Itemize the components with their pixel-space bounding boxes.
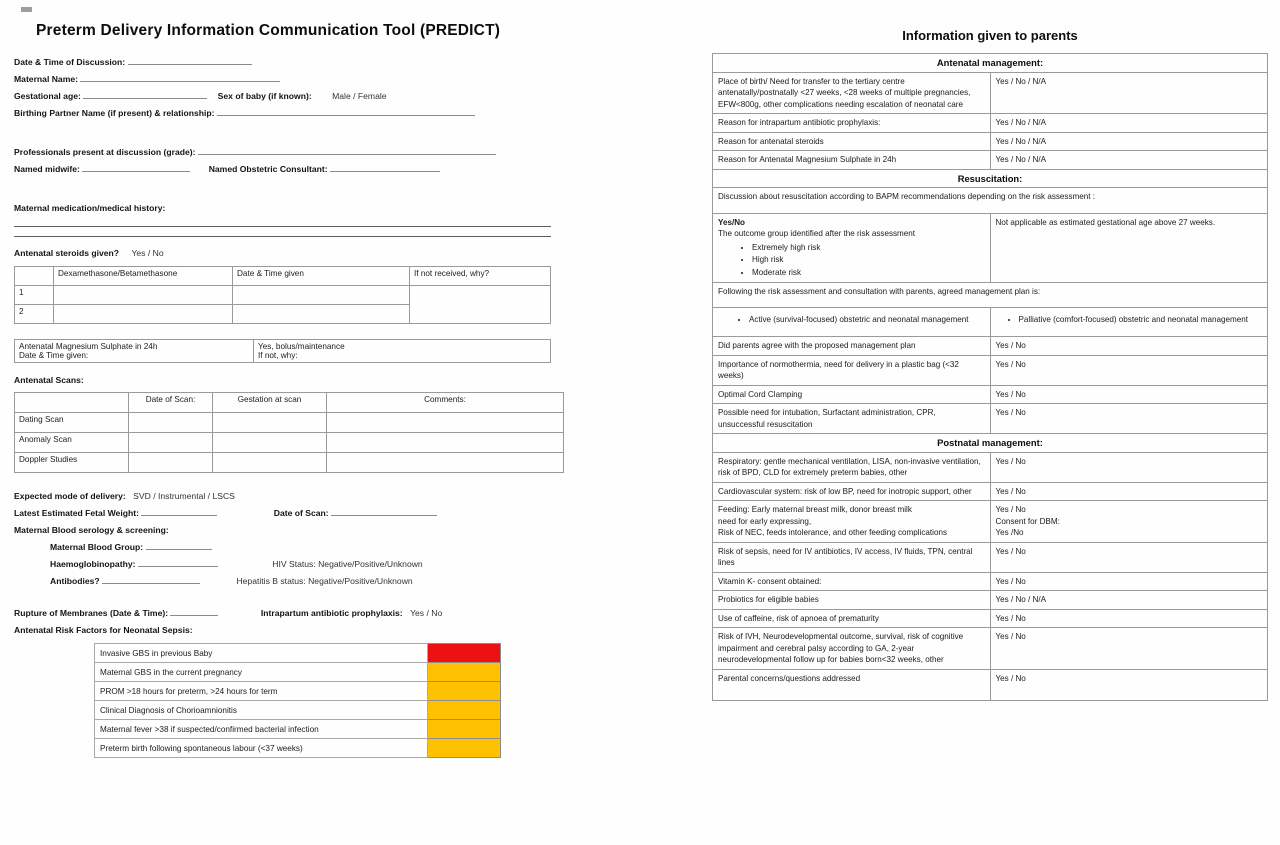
field-label: Birthing Partner Name (if present) & relationship: (14, 108, 215, 118)
field-label: Expected mode of delivery: (14, 491, 126, 501)
maternal-name-input-line[interactable] (80, 74, 280, 82)
row-label-caffeine: Use of caffeine, risk of apnoea of prematurity (713, 609, 991, 628)
field-risk-factors-heading (14, 622, 574, 639)
gestational-age-input-line[interactable] (83, 91, 207, 99)
table-row (95, 739, 501, 758)
sex-of-baby-options[interactable]: Male / Female (332, 91, 387, 101)
cell-reason[interactable] (410, 286, 551, 324)
feeding-line-3: Risk of NEC, feeds intolerance, and other feeding complications (718, 528, 947, 537)
row-label-probiotics: Probiotics for eligible babies (713, 591, 991, 610)
field-antenatal-scans (14, 372, 574, 389)
field-maternal-name (14, 71, 574, 88)
row-answer[interactable]: Yes / No (990, 404, 1268, 434)
field-antenatal-steroids-given (14, 245, 574, 262)
outcome-group-bullets (718, 242, 985, 279)
table-row (713, 114, 1268, 133)
table-row (95, 720, 501, 739)
row-answer[interactable]: Yes / No / N/A (990, 132, 1268, 151)
row-index: 1 (15, 286, 54, 305)
information-given-to-parents-table (712, 53, 1268, 701)
hepatitis-b-status-text: Hepatitis B status: Negative/Positive/Unknown (236, 576, 413, 586)
cell-drug[interactable] (54, 286, 233, 305)
row-answer[interactable]: Yes / No (990, 542, 1268, 572)
row-label-doppler-studies: Doppler Studies (15, 453, 129, 473)
table-row (15, 433, 564, 453)
table-row (713, 669, 1268, 701)
cell-datetime[interactable] (233, 286, 410, 305)
row-label-reason-steroids: Reason for antenatal steroids (713, 132, 991, 151)
cell-comments[interactable] (327, 433, 564, 453)
date-of-scan-input-line[interactable] (331, 508, 437, 516)
antenatal-management-header: Antenatal management: (713, 54, 1268, 73)
table-row (713, 72, 1268, 114)
table-row (713, 609, 1268, 628)
table-row (713, 151, 1268, 170)
row-label-feeding (713, 501, 991, 543)
table-row (95, 644, 501, 663)
plan-palliative-bullets (993, 314, 1266, 326)
row-label-dating-scan: Dating Scan (15, 413, 129, 433)
cell-datetime[interactable] (233, 305, 410, 324)
risk-factor-label: Preterm birth following spontaneous labour (<37 weeks) (95, 739, 428, 758)
outcome-group-cell (713, 213, 991, 283)
row-label-sepsis: Risk of sepsis, need for IV antibiotics, IV access, IV fluids, TPN, central lines (713, 542, 991, 572)
row-answer[interactable]: Yes / No (990, 482, 1268, 501)
plan-active-bullets (715, 314, 988, 326)
col-drug: Dexamethasone/Betamethasone (54, 267, 233, 286)
table-row (713, 188, 1268, 214)
row-label-parental-concerns: Parental concerns/questions addressed (713, 669, 991, 701)
haemoglobinopathy-input-line[interactable] (138, 559, 218, 567)
field-label: Maternal medication/medical history: (14, 203, 166, 213)
agreed-plan-intro: Following the risk assessment and consultation with parents, agreed management plan is: (713, 283, 1268, 308)
row-answer[interactable]: Yes / No (990, 452, 1268, 482)
row-label-respiratory: Respiratory: gentle mechanical ventilation, LISA, non-invasive ventilation, risk of BPD, CLD for extremely preterm babies, other (713, 452, 991, 482)
row-answer[interactable]: Yes / No (990, 669, 1268, 701)
table-row (713, 404, 1268, 434)
bullet-extremely-high-risk[interactable]: • Extremely high risk (752, 242, 985, 254)
field-haemoglobinopathy (14, 556, 574, 573)
cell-gestation[interactable] (213, 433, 327, 453)
antenatal-scans-table (14, 392, 564, 473)
feeding-line-1: Feeding: Early maternal breast milk, donor breast milk (718, 505, 912, 514)
feeding-answer-2: Consent for DBM: (995, 516, 1060, 526)
cell-comments[interactable] (327, 453, 564, 473)
mgso4-label-line1: Antenatal Magnesium Sulphate in 24h (19, 342, 158, 351)
table-row (713, 132, 1268, 151)
named-midwife-input-line[interactable] (82, 164, 190, 172)
field-birthing-partner (14, 105, 574, 122)
table-row (15, 286, 551, 305)
table-row (713, 542, 1268, 572)
table-row (713, 283, 1268, 308)
field-label: Maternal Name: (14, 74, 78, 84)
risk-flag-amber (428, 701, 501, 720)
field-label: Latest Estimated Fetal Weight: (14, 508, 139, 518)
field-label: Antibodies? (50, 576, 100, 586)
row-answer[interactable]: Yes / No / N/A (990, 114, 1268, 133)
antenatal-steroids-table (14, 266, 551, 324)
table-row (713, 452, 1268, 482)
history-rule-1 (14, 226, 551, 227)
page-title: Preterm Delivery Information Communication Tool (PREDICT) (36, 22, 501, 39)
feeding-answer-3[interactable]: Yes /No (995, 528, 1024, 537)
neonatal-sepsis-risk-table (94, 643, 501, 758)
col-blank (15, 393, 129, 413)
table-row (95, 663, 501, 682)
field-datetime-of-discussion (14, 54, 574, 71)
mode-of-delivery-options[interactable]: SVD / Instrumental / LSCS (133, 491, 235, 501)
left-form-column (14, 22, 574, 758)
named-midwife-label: Named midwife: (14, 164, 80, 174)
risk-factor-label: Maternal fever >38 if suspected/confirmed bacterial infection (95, 720, 428, 739)
row-answer[interactable]: Yes / No (990, 628, 1268, 670)
col-reason: If not received, why? (410, 267, 551, 286)
field-estimated-fetal-weight (14, 505, 574, 522)
table-row (713, 385, 1268, 404)
resuscitation-header: Resuscitation: (713, 169, 1268, 188)
row-label-ivh-neurodevelopment: Risk of IVH, Neurodevelopmental outcome, survival, risk of cognitive impairment and cerebral palsy according to GA, 2-year neurodevelopmental follow up for babies born<32 weeks, other (713, 628, 991, 670)
table-row (15, 340, 551, 363)
rom-input-line[interactable] (170, 608, 218, 616)
named-obstetric-input-line[interactable] (330, 164, 440, 172)
table-row-plan-options (713, 307, 1268, 337)
row-answer[interactable]: Yes / No / N/A (990, 591, 1268, 610)
risk-factor-label: Maternal GBS in the current pregnancy (95, 663, 428, 682)
date-of-scan-label: Date of Scan: (273, 508, 329, 518)
risk-flag-red (428, 644, 501, 663)
col-gestation-at-scan: Gestation at scan (213, 393, 327, 413)
mgso4-answer-line1: Yes, bolus/maintenance (258, 342, 345, 351)
efw-input-line[interactable] (141, 508, 217, 516)
field-maternal-medication (14, 200, 574, 217)
magnesium-sulphate-table (14, 339, 551, 363)
field-label: Professionals present at discussion (grade): (14, 147, 196, 157)
row-label-intubation: Possible need for intubation, Surfactant administration, CPR, unsuccessful resuscitation (713, 404, 991, 434)
row-label-anomaly-scan: Anomaly Scan (15, 433, 129, 453)
table-row (713, 355, 1268, 385)
bullet-active-management[interactable]: • Active (survival-focused) obstetric and neonatal management (749, 314, 988, 326)
col-datetime: Date & Time given (233, 267, 410, 286)
table-row (95, 682, 501, 701)
row-answer[interactable]: Yes / No (990, 572, 1268, 591)
cell-date[interactable] (129, 413, 213, 433)
table-row (713, 501, 1268, 543)
iap-label: Intrapartum antibiotic prophylaxis: (260, 608, 403, 618)
table-row (713, 628, 1268, 670)
blood-group-input-line[interactable] (146, 542, 212, 550)
row-answer[interactable]: Yes / No (990, 609, 1268, 628)
datetime-input-line[interactable] (128, 57, 252, 65)
row-answer[interactable]: Yes / No (990, 337, 1268, 356)
field-label: Maternal Blood Group: (50, 542, 144, 552)
row-answer[interactable]: Yes / No / N/A (990, 151, 1268, 170)
table-row-outcome-group (713, 213, 1268, 283)
row-index: 2 (15, 305, 54, 324)
risk-flag-amber (428, 739, 501, 758)
table-row (713, 591, 1268, 610)
table-row (15, 453, 564, 473)
field-expected-mode-of-delivery (14, 488, 574, 505)
col-comments: Comments: (327, 393, 564, 413)
feeding-answer-1[interactable]: Yes / No (995, 505, 1026, 514)
table-row (95, 701, 501, 720)
hiv-status-text: HIV Status: Negative/Positive/Unknown (272, 559, 423, 569)
row-label-cardiovascular: Cardiovascular system: risk of low BP, need for inotropic support, other (713, 482, 991, 501)
plan-option-palliative-cell (990, 307, 1268, 337)
table-row (15, 413, 564, 433)
table-header-row (15, 267, 551, 286)
iap-options[interactable]: Yes / No (410, 608, 443, 618)
named-obstetric-label: Named Obstetric Consultant: (208, 164, 328, 174)
bullet-moderate-risk[interactable]: • Moderate risk (752, 267, 985, 279)
antibodies-input-line[interactable] (102, 576, 200, 584)
bullet-palliative-management[interactable]: • Palliative (comfort-focused) obstetric and neonatal management (1019, 314, 1266, 326)
field-maternal-blood-group (14, 539, 574, 556)
outcome-group-answer[interactable]: Not applicable as estimated gestational age above 27 weeks. (990, 213, 1268, 283)
postnatal-management-header: Postnatal management: (713, 434, 1268, 453)
table-row (713, 572, 1268, 591)
row-label-parents-agree: Did parents agree with the proposed management plan (713, 337, 991, 356)
field-named-staff (14, 161, 574, 178)
row-label-place-of-birth: Place of birth/ Need for transfer to the tertiary centre antenatally/postnatally <27 weeks, <28 weeks of multiple pregnancies, EFW<800g, other complications needing escalation of neonatal care (713, 72, 991, 114)
risk-factor-label: PROM >18 hours for preterm, >24 hours for term (95, 682, 428, 701)
plan-option-active-cell (713, 307, 991, 337)
table-row (713, 337, 1268, 356)
row-answer[interactable]: Yes / No (990, 355, 1268, 385)
row-answer[interactable]: Yes / No / N/A (990, 72, 1268, 114)
resuscitation-intro-text: Discussion about resuscitation according to BAPM recommendations depending on the risk assessment : (713, 188, 1268, 214)
cell-gestation[interactable] (213, 453, 327, 473)
scan-artifact-mark (21, 7, 32, 12)
mgso4-label-line2: Date & Time given: (19, 351, 89, 360)
field-antibodies (14, 573, 574, 590)
field-rupture-of-membranes (14, 605, 574, 622)
field-gestational-age (14, 88, 574, 105)
section-header-row-antenatal (713, 54, 1268, 73)
cell-gestation[interactable] (213, 413, 327, 433)
bullet-high-risk[interactable]: • High risk (752, 254, 985, 266)
cell-date[interactable] (129, 433, 213, 453)
mgso4-label-cell (15, 340, 254, 363)
row-label-reason-mgso4: Reason for Antenatal Magnesium Sulphate in 24h (713, 151, 991, 170)
field-label: Rupture of Membranes (Date & Time): (14, 608, 169, 618)
outcome-yesno-options[interactable]: Yes/No (718, 217, 745, 227)
cell-drug[interactable] (54, 305, 233, 324)
field-label: Antenatal Risk Factors for Neonatal Sepsis: (14, 625, 193, 635)
section-header-row-resuscitation (713, 169, 1268, 188)
sex-of-baby-label: Sex of baby (if known): (217, 91, 312, 101)
section-header-row-postnatal (713, 434, 1268, 453)
col-date-of-scan: Date of Scan: (129, 393, 213, 413)
row-answer[interactable]: Yes / No (990, 385, 1268, 404)
field-label: Gestational age: (14, 91, 81, 101)
risk-factor-label: Clinical Diagnosis of Chorioamnionitis (95, 701, 428, 720)
row-label-reason-iap: Reason for intrapartum antibiotic prophylaxis: (713, 114, 991, 133)
right-form-column (712, 28, 1268, 701)
outcome-group-lead: The outcome group identified after the risk assessment (718, 229, 916, 238)
row-label-normothermia: Importance of normothermia, need for delivery in a plastic bag (<32 weeks) (713, 355, 991, 385)
field-professionals-present (14, 144, 574, 161)
risk-flag-amber (428, 682, 501, 701)
col-index (15, 267, 54, 286)
risk-flag-amber (428, 720, 501, 739)
field-label: Date & Time of Discussion: (14, 57, 126, 67)
risk-factor-label: Invasive GBS in previous Baby (95, 644, 428, 663)
cell-comments[interactable] (327, 413, 564, 433)
field-label: Antenatal Scans: (14, 375, 84, 385)
table-row (713, 482, 1268, 501)
field-label: Maternal Blood serology & screening: (14, 525, 169, 535)
parents-section-title: Information given to parents (902, 28, 1078, 43)
feeding-line-2: need for early expressing, (718, 516, 812, 526)
cell-date[interactable] (129, 453, 213, 473)
row-label-cord-clamping: Optimal Cord Clamping (713, 385, 991, 404)
row-answer-feeding[interactable] (990, 501, 1268, 543)
mgso4-answer-cell[interactable] (254, 340, 551, 363)
birthing-partner-input-line[interactable] (217, 108, 475, 116)
field-label: Haemoglobinopathy: (50, 559, 136, 569)
antenatal-steroids-options[interactable]: Yes / No (131, 248, 164, 258)
mgso4-answer-line2: If not, why: (258, 351, 298, 360)
field-label: Antenatal steroids given? (14, 248, 120, 258)
row-label-vitamin-k: Vitamin K- consent obtained: (713, 572, 991, 591)
field-maternal-serology-heading (14, 522, 574, 539)
professionals-input-line[interactable] (198, 147, 496, 155)
risk-flag-amber (428, 663, 501, 682)
table-header-row (15, 393, 564, 413)
